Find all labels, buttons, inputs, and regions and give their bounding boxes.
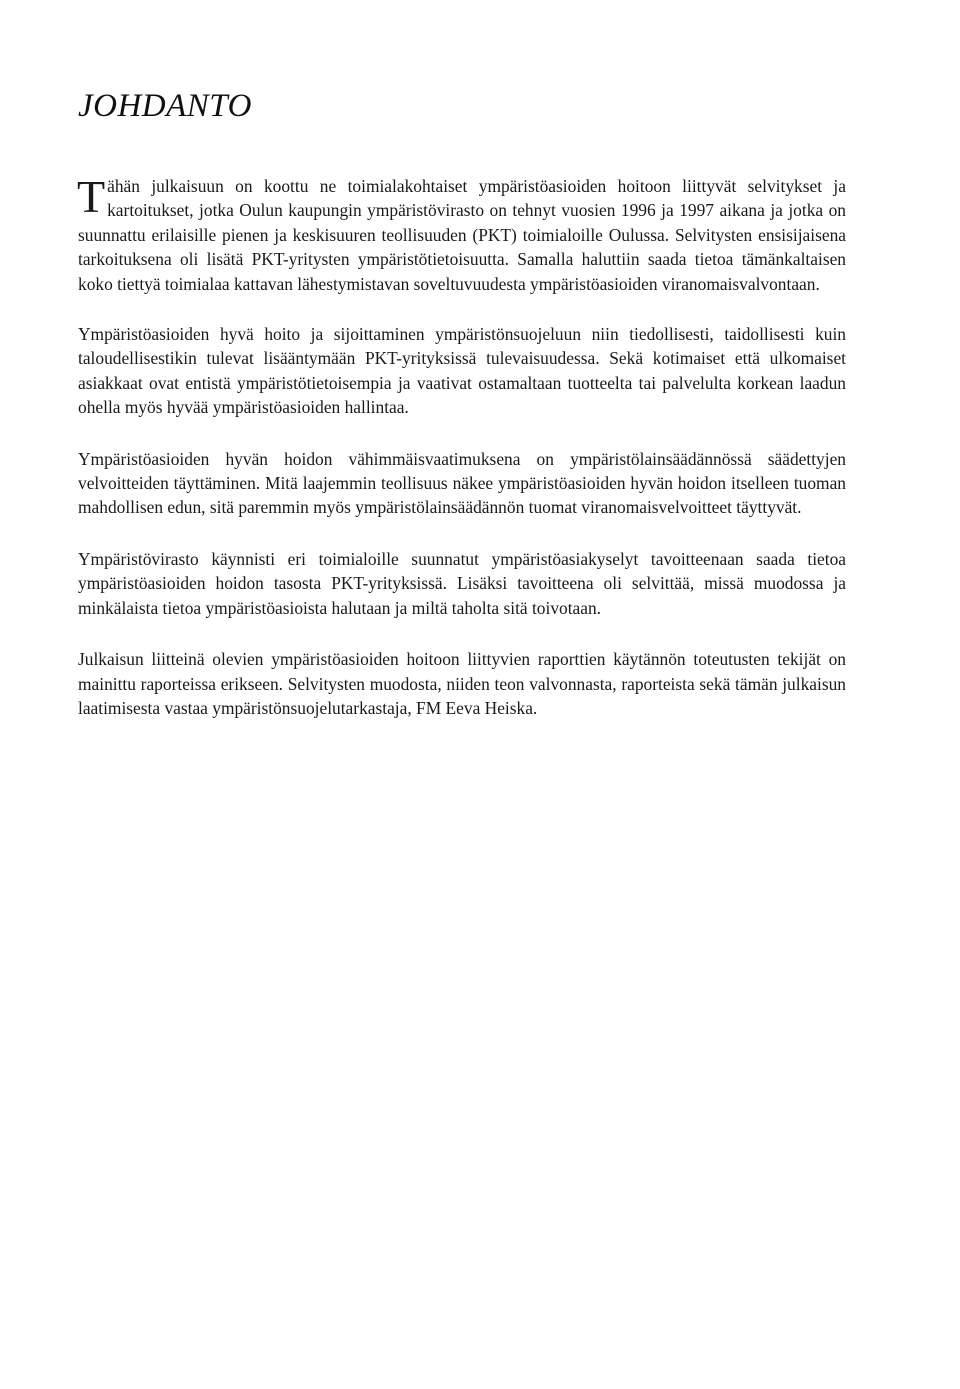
- drop-cap: T: [77, 171, 106, 222]
- paragraph-1: [77, 171, 846, 296]
- paragraph-5: Julkaisun liitteinä olevien ympäristöasioiden hoitoon liittyvien raporttien käytännön toteutusten tekijät on mainittu raporteissa erikseen. Selvitysten muodosta, niiden teon valvonnasta, raporteista sekä tämän julkaisun laatimisesta vastaa ympäristönsuojelutarkastaja, FM Eeva Heiska.: [78, 649, 846, 718]
- paragraph-3: Ympäristöasioiden hyvän hoidon vähimmäisvaatimuksena on ympäristölainsäädännössä säädettyjen velvoitteiden täyttäminen. Mitä laajemmin teollisuus näkee ympäristöasioiden hyvän hoidon itselleen tuoman mahdollisen edun, sitä paremmin myös ympäristölainsäädännön tuomat viranomaisvelvoitteet täyttyvät.: [78, 448, 846, 518]
- paragraph-4: Ympäristövirasto käynnisti eri toimialoille suunnatut ympäristöasiakyselyt tavoitteenaan saada tietoa ympäristöasioiden hoidon tasosta PKT-yrityksissä. Lisäksi tavoitteena oli selvittää, missä muodossa ja minkälaista tietoa ympäristöasioista halutaan ja miltä taholta sitä toivotaan.: [78, 548, 846, 618]
- page-title: JOHDANTO: [78, 88, 252, 124]
- paragraph-1-text: ähän julkaisuun on koottu ne toimialakohtaiset ympäristöasioiden hoitoon liittyvät selvitykset ja kartoitukset, jotka Oulun kaupungin ympäristövirasto on tehnyt vuosien 1996 ja 1997 aikana ja jotka on suunnattu erilaisille pienen ja keskisuuren teollisuuden (PKT) toimialoille Oulussa. Selvitysten ensisijaisena tarkoituksena oli lisätä PKT-yritysten ympäristötietoisuutta. Samalla haluttiin saada tietoa tämänkaltaisen koko tiettyä toimialaa kattavan lähestymistavan soveltuvuudesta ympäristöasioiden viranomaisvalvontaan.: [78, 176, 846, 294]
- paragraph-2: Ympäristöasioiden hyvä hoito ja sijoittaminen ympäristönsuojeluun niin tiedollisesti, taidollisesti kuin taloudellisestikin tulevat lisääntymään PKT-yrityksissä tulevaisuudessa. Sekä kotimaiset että ulkomaiset asiakkaat ovat entistä ympäristötietoisempia ja vaativat ostamaltaan tuotteelta tai palvelulta korkean laadun ohella myös hyvää ympäristöasioiden hallintaa.: [78, 324, 846, 418]
- document-body: [77, 171, 846, 747]
